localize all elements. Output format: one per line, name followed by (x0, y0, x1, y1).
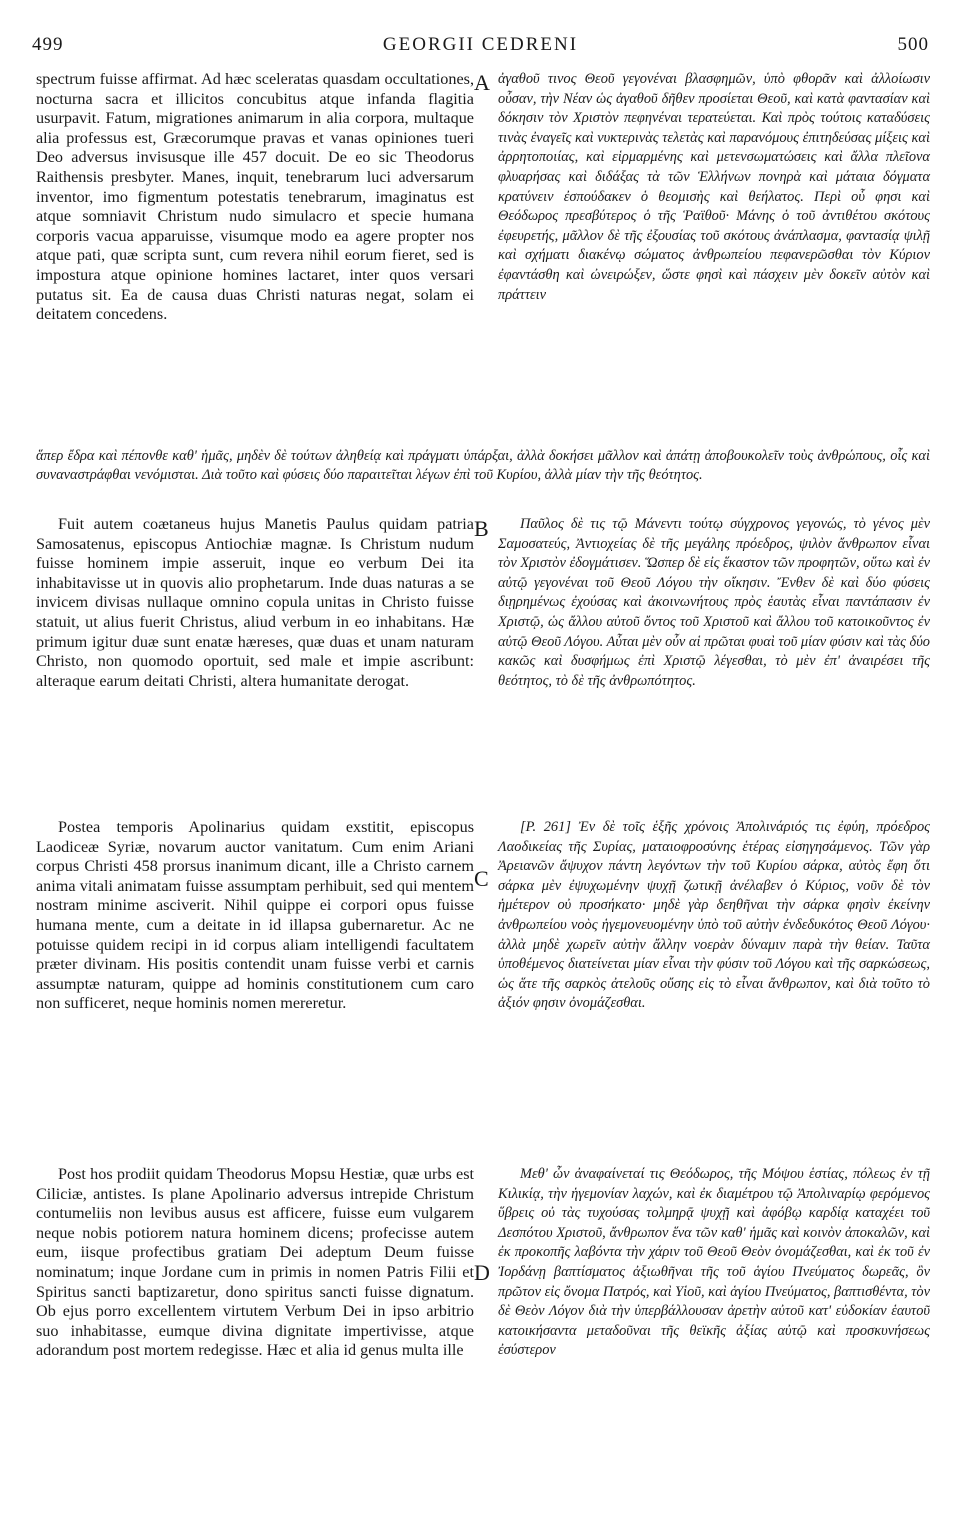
greek-full-text-a: ἅπερ ἔδρα καὶ πέπονθε καθ' ἡμᾶς, μηδὲν δὲ τούτων ἀληθείᾳ καὶ πράγματι ὑπάρξαι, ἀλλὰ δοκήσει μᾶλλον καὶ ἀπάτῃ ἀποβουκολεῖν τοὺς ἀνθρώπους, οἷς καὶ συναναστράφθαι νενόμισται. Διὰ τοῦτο καὶ φύσεις δύο παραιτεῖται λέγων ἐπὶ τοῦ Κυρίου, ἀλλὰ μίαν τὴν τῆς θεότητος. (36, 448, 930, 484)
latin-text-c: Postea temporis Apolinarius quidam exstitit, episcopus Laodiceæ Syriæ, novarum auctor vanitatum. Cum enim Ariani corpus Christi 458 prorsus inanimum dicant, ille a Christo carnem anima vitali animatam fuisse assumptam perhibuit, sed qui mentem nostram minime asciverit. Nihil quippe ei corpori opus fuisse humana mente, cum a deitate in id illapsa gubernaretur. Ac ne potuisse quidem recipi in id corpus aliam intelligendi facultatem præter divinam. His positis contendit unam fuisse verbi et carnis assumptæ naturam, quippe ad hominis constitutionem cum caro non sufficeret, neque hominis nomen mereretur. (36, 818, 474, 1013)
latin-text-b: Fuit autem coætaneus hujus Manetis Paulus quidam patria Samosatenus, episcopus Antiochiæ magnæ. Is Christum nudum fuisse hominem impie asseruit, inque eo verbum Dei ita inhabitavisse ut in quovis alio prophetarum. Inde duas naturas a se invicem divisas nullaque omnino copula unitas in Christo fuisse statuit, ut alius fuerit Christus, aliud verbum in eo inhabitans. Hæ primum igitur duæ sunt enatæ hæreses, quæ duas et unam naturam Christo, non quomodo oportuit, sed male et impie ascribunt: alteraque earum deitati Christi, altera humanitate derogat. (36, 515, 474, 690)
latin-text-d: Post hos prodiit quidam Theodorus Mopsu Hestiæ, quæ urbs est Ciliciæ, antistes. Is plane Apolinario adversus intrepide Christum contumeliis non levibus ausus est afficere, fuisse eum vulgarem neque nobis potiorem natura hominem dicens; profecisse autem eum, iisque profectibus gratiam Dei adeptum Deum fuisse nominatum; inque Jordane cum in primis in nomen Patris Filii et Spiritus sancti baptizaretur, dono spiritus sancti fuisse dignatum. Ob ejus porro excellentem virtutem Verbum Dei in ipso arbitrio suo inhabitasse, eumque divina dignitate impertivisse, atque adorandum post mortem redegisse. Hæc et alia id genus multa ille (36, 1165, 474, 1360)
section-marker-a: A (474, 70, 490, 95)
latin-column-c (36, 818, 474, 1133)
greek-column-c (498, 818, 930, 1133)
greek-text-d: Μεθ' ὧν ἀναφαίνεταί τις Θεόδωρος, τῆς Μόψου ἑστίας, πόλεως ἐν τῇ Κιλικίᾳ, τὴν ἡγεμονίαν λαχών, καὶ ἐκ διαμέτρου τῷ Ἀπολιναρίῳ φερόμενος ὕβρεις οὐ τὰς τυχούσας τολμηρᾷ ψυχῇ καὶ ἀφόβῳ καρδίᾳ καταχέει τοῦ Δεσπότου Χριστοῦ, ἄνθρωπον ἕνα τῶν καθ' ἡμᾶς καὶ κοινὸν ἀποκαλῶν, καὶ ἐκ προκοπῆς λαβόντα τὴν χάριν τοῦ Θεοῦ Θεὸν ὀνομάζεσθαι, καὶ ἐκ τοῦ ἐν Ἰορδάνῃ βαπτίσματος ἀξιωθῆναι τῆς τοῦ ἁγίου Πνεύματος δωρεᾶς, ὃν πρῶτον εἰς ὄνομα Πατρός, καὶ Υἱοῦ, καὶ ἁγίου Πνεύματος, βαπτισθέντα, τὸν δὲ Θεὸν Λόγον διὰ τὴν ὑπερβάλλουσαν ἀρετὴν αὐτοῦ κατ' εὐδοκίαν ἑαυτοῦ κατοικήσαντα μεταδοῦναι τῆς θεϊκῆς ἀξίας αὐτῷ καὶ προσκυνήσεως ἐσύστερον (498, 1166, 930, 1359)
latin-column-d (36, 1165, 474, 1495)
greek-text-c: [P. 261] Ἐν δὲ τοῖς ἑξῆς χρόνοις Ἀπολινάριός τις ἐφύη, πρόεδρος Λαοδικείας τῆς Συρίας, ματαιοφροσύνης ἑτέρας εἰσηγησάμενος. Τῶν γὰρ Ἀρειανῶν ἄψυχον πάντη λεγόντων τὴν τοῦ Κυρίου σάρκα, αὐτὸς ἔφη ὅτι σάρκα μὲν ἐψυχωμένην ψυχῇ ζωτικῇ ἀνέλαβεν ὁ Κύριος, νοῦν δὲ τὸν ἡμέτερον οὐ προσήκατο· μηδὲ γὰρ δεηθῆναι τὴν σάρκα φησὶν ἐκείνην ἀνθρωπείου νοὸς ἡγεμονευομένην ὑπὸ τοῦ αὐτὴν ἐνδεδυκότος Θεοῦ Λόγου· ἀλλὰ μηδὲ χωρεῖν αὐτὴν ἄλλην νοερὰν δύναμιν παρὰ τὴν θείαν. Ταῦτα ὑποθέμενος διατείνεται μίαν εἶναι τὴν φύσιν τοῦ Λόγου καὶ τῆς σαρκώσεως, ὡς ἅτε τῆς σαρκὸς ἀτελοῦς οὔσης εἰς τὸ εἶναι ἄνθρωπον, καὶ διὰ τοῦτο τὸ ἀξιόν φησιν ὀνομάζεσθαι. (498, 819, 930, 1012)
greek-column-b (498, 515, 930, 805)
section-marker-d: D (474, 1260, 490, 1285)
greek-column-a (498, 70, 930, 446)
greek-text-a: ἀγαθοῦ τινος Θεοῦ γεγονέναι βλασφημῶν, ὑπὸ φθορᾶν καὶ ἀλλοίωσιν οὖσαν, τὴν Νέαν ὡς ἀγαθοῦ δῆθεν προσίεται Θεοῦ, καὶ κατὰ φαντασίαν καὶ δόκησιν τὸν Χριστὸν πεφηνέναι τερατεύεται. Καὶ πρὸς τούτοις καταδύσεις τινὰς ἐναγεῖς καὶ νυκτερινὰς τελετὰς καὶ παρανόμους ἐπιτηδεύσας μίξεις καὶ ἀρρητοποιίας, καὶ εἱρμαρμένης καὶ μετενσωματώσεις καὶ ἄλλα πλεῖονα φλυαρήσας καὶ διδάξας τὰ τῶν Ἑλλήνων πονηρὰ καὶ μάταια δόγματα κρατύνειν ἐσπούδακεν ὁ θεομισὴς καὶ θεήλατος. Περὶ οὗ φησι καὶ Θεόδωρος πρεσβύτερος ὁ τῆς Ῥαϊθοῦ· Μάνης ὁ τοῦ ἀντιθέτου σκότους ἐφευρετής, μᾶλλον δὲ τῆς ἐξουσίας τοῦ σκότους ἀνάπλασμα, φαντασίᾳ ψιλῇ καὶ σχήματι διακένῳ σώματος ἀνθρωπείου πεφανερῶσθαι τὸν Κύριον ἐφαντάσθη καὶ ὠνειρώξεν, ὥστε φησὶ καὶ πάσχειν μὲν δοκεῖν αὐτὸν καὶ πράττειν (498, 71, 930, 303)
greek-full-width-a (36, 447, 930, 509)
section-marker-c: C (474, 866, 489, 891)
latin-column-b (36, 515, 474, 805)
page-number-right: 500 (897, 34, 929, 55)
greek-text-b: Παῦλος δὲ τις τῷ Μάνεντι τούτῳ σύγχρονος γεγονώς, τὸ γένος μὲν Σαμοσατεύς, Ἀντιοχείας δὲ τῆς μεγάλης πρόεδρος, ψιλὸν ἄνθρωπον εἶναι τὸν Χριστὸν ἐδογμάτισεν. Ὥσπερ δὲ εἰς ἕκαστον τῶν προφητῶν, οὕτω καὶ ἐν αὐτῷ γεγονέναι τοῦ Θεοῦ Λόγου τὴν οἴκησιν. Ἔνθεν δὲ καὶ δύο φύσεις διῃρημένως ἐχούσας καὶ ἀκοινωνήτους πρὸς ἑαυτὰς εἶναι παντάπασιν ἐν Χριστῷ, ὡς ἄλλου αὐτοῦ ὄντος τοῦ Χριστοῦ καὶ ἄλλου τοῦ κατοικοῦντος ἐν αὐτῷ Θεοῦ Λόγου. Αὗται μὲν οὖν αἱ πρῶται φυαὶ τοῦ μίαν φύσιν καὶ τὰς δύο κακῶς καὶ δυσφήμως ἐπὶ Χριστῷ λέγεσθαι, τὸ μὲν ἐπ' ἀναιρέσει τῆς θεότητος, τὸ δὲ τῆς ἀνθρωπότητος. (498, 516, 931, 689)
page-header (32, 34, 929, 60)
section-marker-b: B (474, 516, 489, 541)
page-number-left: 499 (32, 34, 64, 55)
latin-column-a (36, 70, 474, 446)
latin-text-a: spectrum fuisse affirmat. Ad hæc sceleratas quasdam occultationes, nocturna sacra et illicitos concubitus atque infanda flagitia usurpavit. Fatum, migrationes animarum in alia corpora, multaque alia professus est, Græcorumque pravas et vanas opiniones tueri Deo adversus invisusque ille 457 docuit. De eo sic Theodorus Raithensis presbyter. Manes, inquit, tenebrarum luci adversarum inventor, imo figmentum potestatis tenebrarum, imaginatus est atque somniavit Christum nudo simulacro et specie humana corporis vacua apparuisse, visumque modo ea agere propter nos atque pati, quæ scripta sunt, cum revera nihil eorum fieret, sed is impostura atque opinione homines lactaret, inter quos versari putatus sit. Ea de causa duas Christi naturas negat, solam ei deitatem concedens. (36, 70, 474, 324)
running-title: GEORGII CEDRENI (382, 34, 579, 55)
greek-column-d (498, 1165, 930, 1495)
